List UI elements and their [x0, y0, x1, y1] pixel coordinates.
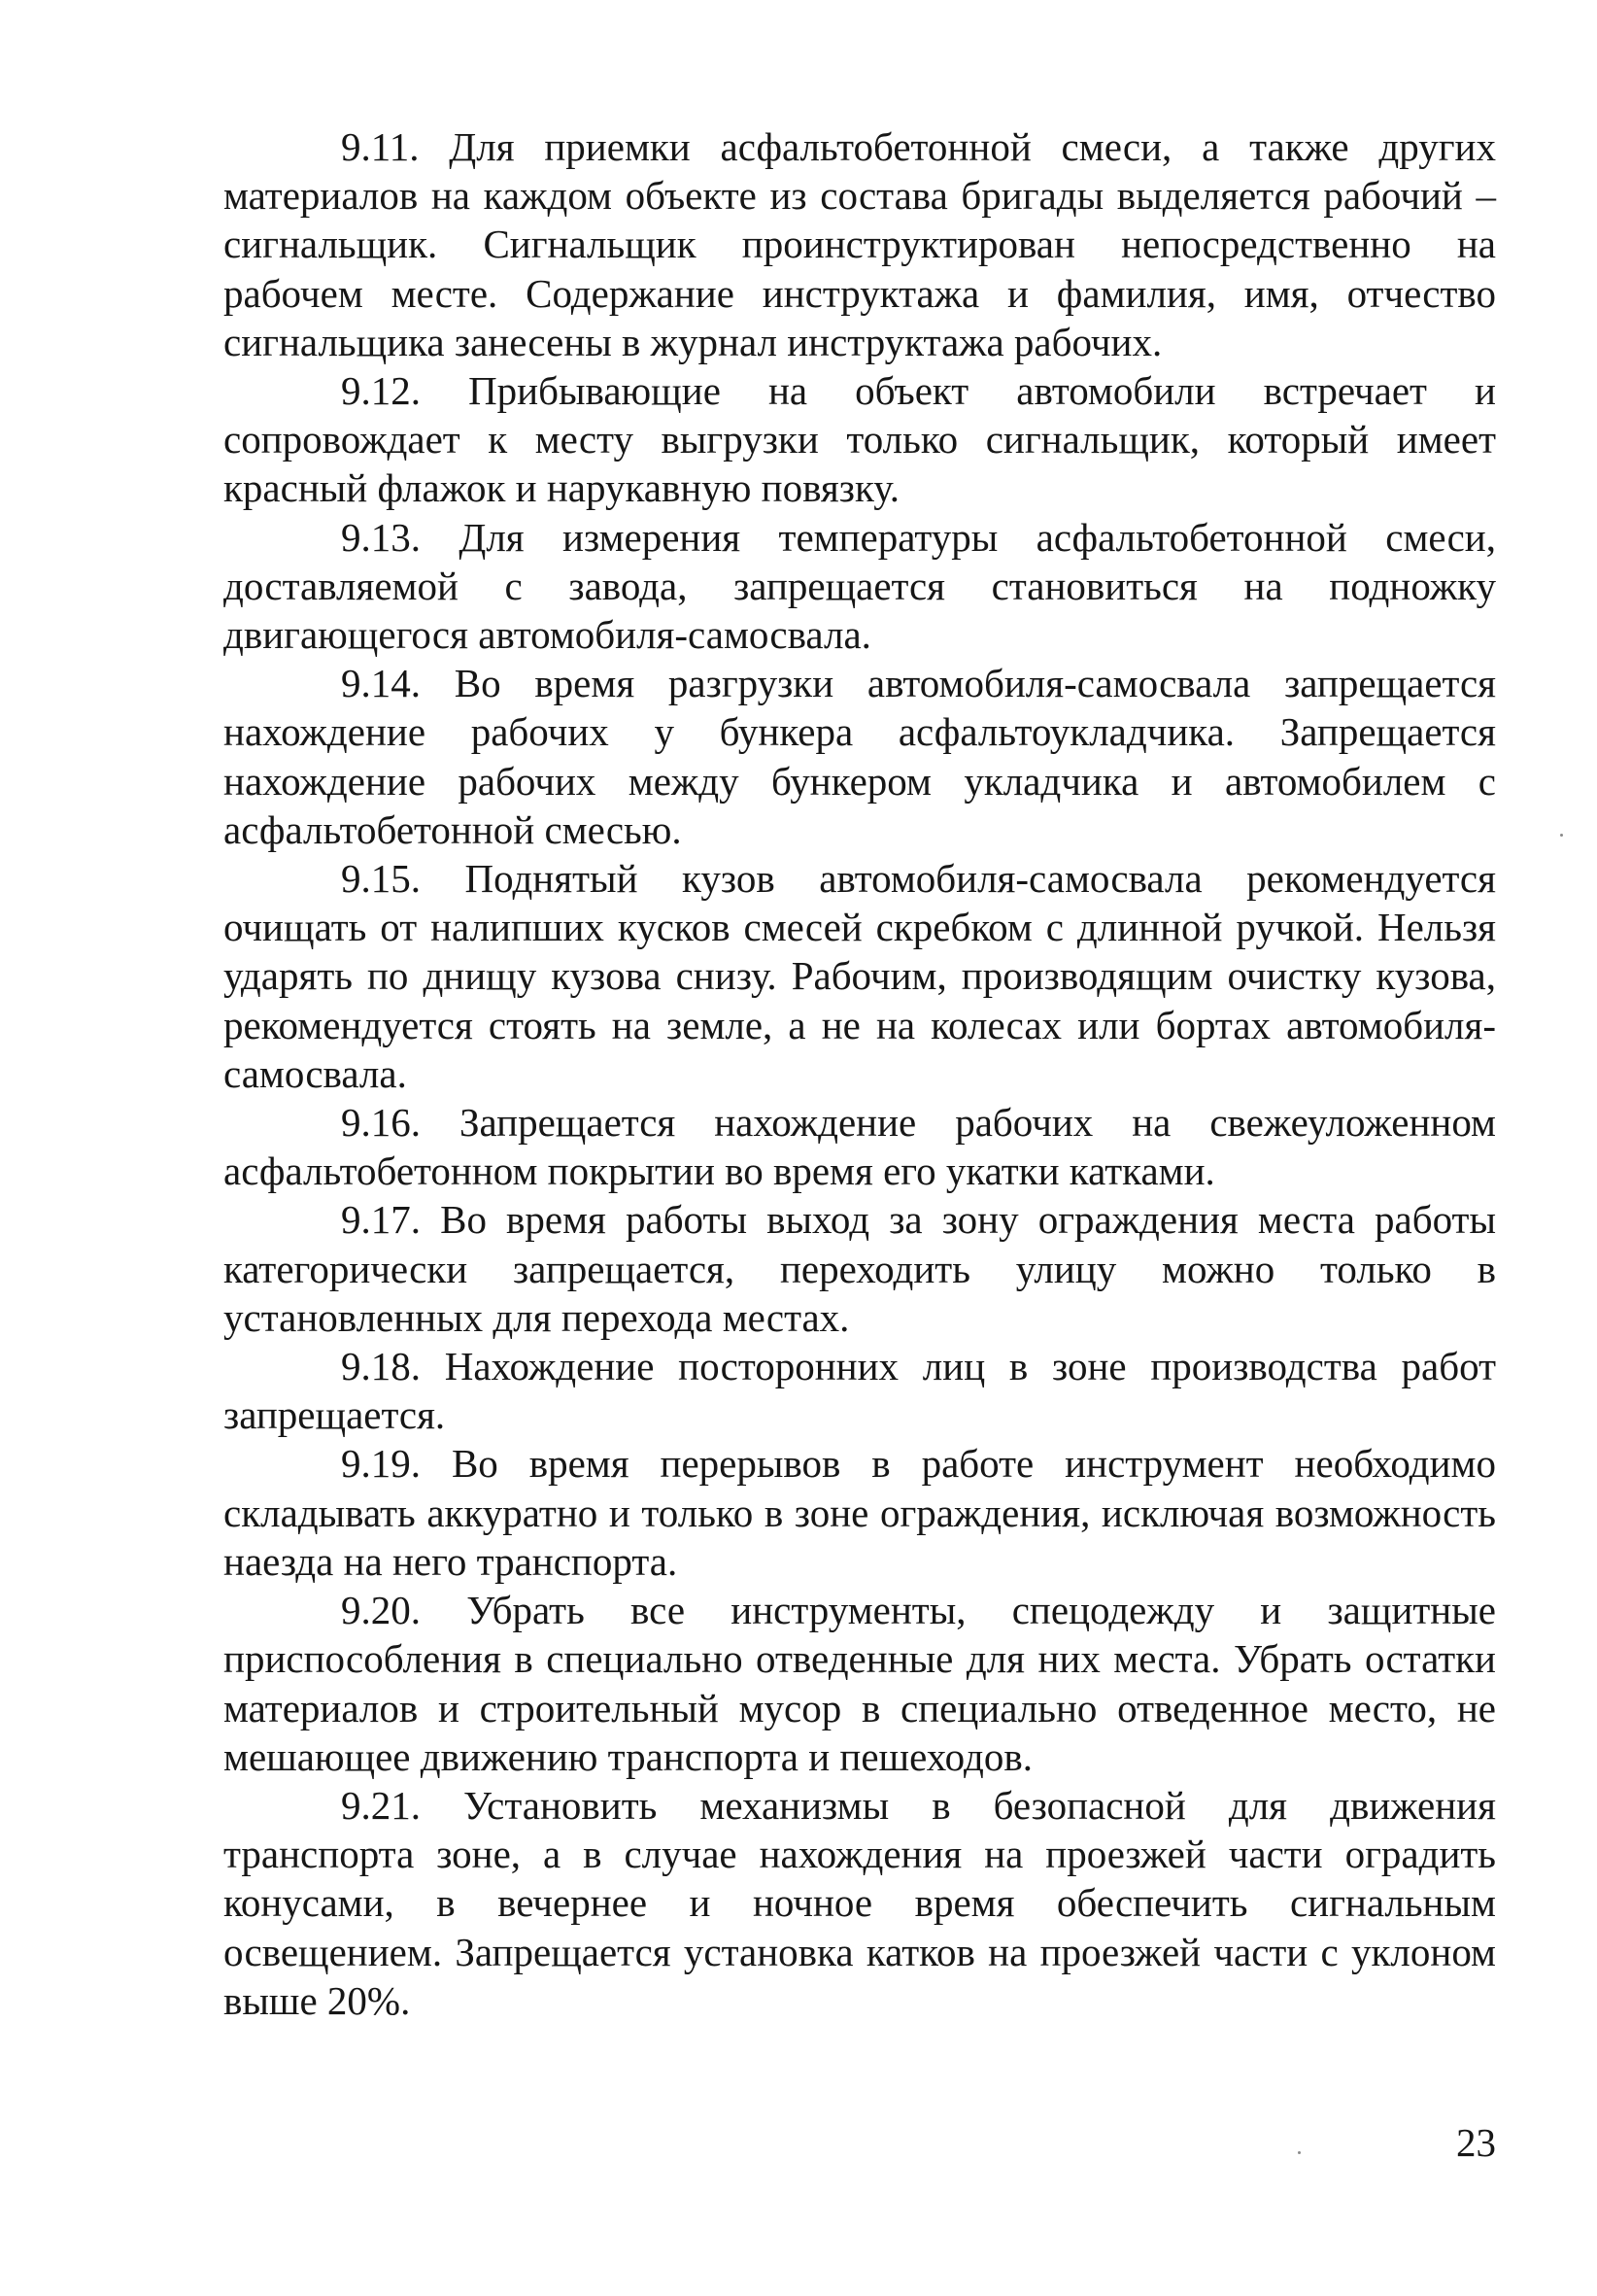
- paragraph-9-15: 9.15. Поднятый кузов автомобиля-самосвала рекомендуется очищать от налипших кусков смесей скребком с длинной ручкой. Нельзя ударять по днищу кузова снизу. Рабочим, производящим очистку кузова, рекомендуется стоять на земле, а не на колесах или бортах автомобиля-самосвала.: [223, 856, 1496, 1096]
- scan-speck: [1298, 2151, 1301, 2154]
- paragraph-9-18: 9.18. Нахождение посторонних лиц в зоне производства работ запрещается.: [223, 1344, 1496, 1438]
- body-text: [223, 122, 1496, 2025]
- paragraph-9-21: 9.21. Установить механизмы в безопасной для движения транспорта зоне, а в случае нахождения на проезжей части оградить конусами, в вечернее и ночное время обеспечить сигнальным освещением. Запрещается установка катков на проезжей части с уклоном выше 20%.: [223, 1782, 1496, 2023]
- paragraph-9-17: 9.17. Во время работы выход за зону ограждения места работы категорически запрещается, переходить улицу можно только в установленных для перехода местах.: [223, 1197, 1496, 1340]
- paragraph-9-11: 9.11. Для приемки асфальтобетонной смеси, а также других материалов на каждом объекте из состава бригады выделяется рабочий – сигнальщик. Сигнальщик проинструктирован непосредственно на рабочем месте. Содержание инструктажа и фамилия, имя, отчество сигнальщика занесены в журнал инструктажа рабочих.: [223, 124, 1496, 364]
- paragraph-9-12: 9.12. Прибывающие на объект автомобили встречает и сопровождает к месту выгрузки только сигнальщик, который имеет красный флажок и нарукавную повязку.: [223, 368, 1496, 511]
- paragraph-9-14: 9.14. Во время разгрузки автомобиля-самосвала запрещается нахождение рабочих у бункера асфальтоукладчика. Запрещается нахождение рабочих между бункером укладчика и автомобилем с асфальтобетонной смесью.: [223, 661, 1496, 852]
- paragraph-9-13: 9.13. Для измерения температуры асфальтобетонной смеси, доставляемой с завода, запрещается становиться на подножку двигающегося автомобиля-самосвала.: [223, 514, 1496, 658]
- paragraph-9-19: 9.19. Во время перерывов в работе инструмент необходимо складывать аккуратно и только в зоне ограждения, исключая возможность наезда на него транспорта.: [223, 1441, 1496, 1584]
- page-number: 23: [1456, 2120, 1496, 2165]
- scan-speck: [1560, 834, 1563, 837]
- paragraph-9-20: 9.20. Убрать все инструменты, спецодежду и защитные приспособления в специально отведенные для них места. Убрать остатки материалов и строительный мусор в специально отведенное место, не мешающее движению транспорта и пешеходов.: [223, 1588, 1496, 1779]
- paragraph-9-16: 9.16. Запрещается нахождение рабочих на свежеуложенном асфальтобетонном покрытии во время его укатки катками.: [223, 1100, 1496, 1194]
